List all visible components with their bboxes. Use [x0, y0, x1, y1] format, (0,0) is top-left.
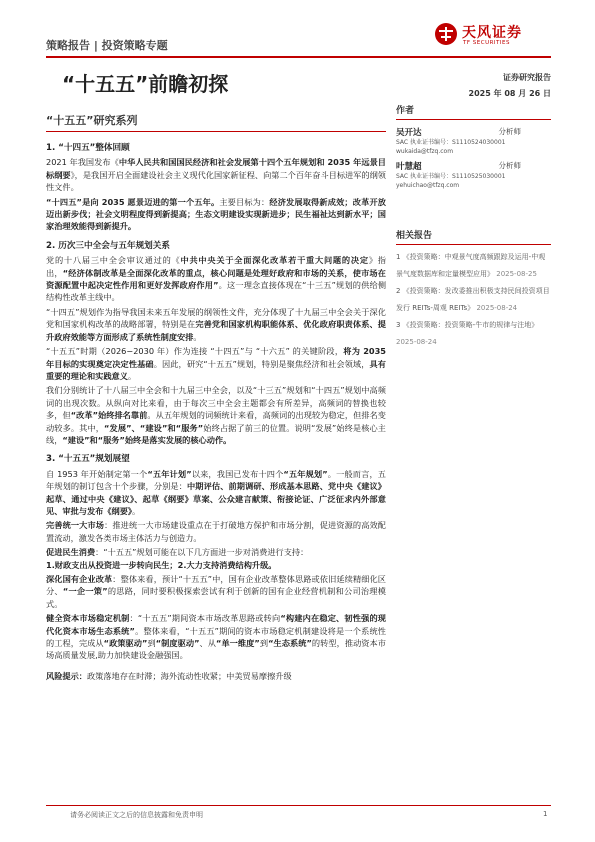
- section-heading: 3. “十五五”规划展望: [46, 454, 130, 465]
- paragraph: 我们分别统计了十八届三中全会和十九届三中全会，以及“十三五”规划和“十四五”规划中高频词的出现次数。从纵向对比来看，由于每次三中全会主题都会有所差异，高频词的替换也较多，但“改革”始终排名靠前。从五年规划的词频统计来看，高频词的出现较为稳定，但排名变动较多。其中，“发展”、“建设”和“服务”始终占据了前三的位置。说明“发展”始终是核心主线，“建设”和“服务”始终是落实发展的核心动作。: [46, 385, 386, 445]
- author-cert: SAC 执业证书编号：S1110524030001: [396, 139, 506, 146]
- author-cert: SAC 执业证书编号：S1110525030001: [396, 173, 506, 180]
- paragraph: 健全资本市场稳定机制：“十五五”期间资本市场改革思路或转向“构建内在稳定、韧性强的现代化资本市场生态系统”。整体来看，“十五五”期间的资本市场稳定机制建设将是一个系统性的工程，完成从“政策驱动”到“制度驱动”、从“单一维度”到“生态系统”的转型，推动资本市场高质量发展,助力加快建设金融强国。: [46, 613, 386, 661]
- related-reports-section: [396, 228, 551, 351]
- series-title: “十五五”研究系列: [46, 114, 138, 127]
- related-report-date: 2025-08-25: [496, 270, 537, 278]
- paragraph: 完善统一大市场：推进统一大市场建设重点在于打破地方保护和市场分割，促进资源的高效配置流动，激发各类市场主体活力与创造力。: [46, 520, 386, 543]
- series-divider: [46, 131, 386, 132]
- related-report-title[interactable]: 2 《投资策略：发改委推出积极支持民间投资项目发行 REITs-周观 REITs》: [396, 287, 550, 312]
- paragraph: “十四五”规划作为指导我国未来五年发展的纲领性文件，充分体现了十九届三中全会关于深化党和国家机构改革的战略部署，特别是在完善党和国家机构职能体系、优化政府职责体系、提升政府效能等方面形成了系统性制度安排。: [46, 306, 386, 342]
- paragraph: “十五五”时期（2026−2030 年）作为连接 “十四五”与 “十六五” 的关键阶段，将为 2035 年目标的实现奠定决定性基础。因此，研究“十五五”规划，特别是聚焦经济和社会领域，具有重要的理论和实践意义。: [46, 346, 386, 381]
- report-title: “十五五”前瞻初探: [62, 72, 229, 96]
- paragraph: 深化国有企业改革：整体来看，预计“十五五”中，国有企业改革整体思路或依旧延续精细化区分、“一企一策”的思路，同时要积极探索尝试有利于创新的国有企业经营机制和公司治理模式。: [46, 574, 386, 609]
- logo-subtext: TF SECURITIES: [463, 40, 510, 46]
- report-date: 2025 年 08 月 26 日: [468, 89, 551, 98]
- authors-section: [396, 103, 551, 190]
- header-divider: [46, 56, 551, 58]
- author-name: 叶慧超: [396, 162, 422, 172]
- risk-warning: 风险提示：政策落地存在时滞；海外流动性收紧；中美贸易摩擦升级: [46, 670, 292, 681]
- related-report-item[interactable]: [396, 317, 551, 351]
- related-report-item[interactable]: [396, 249, 551, 283]
- authors-divider: [396, 119, 551, 120]
- paragraph: 促进民生消费：“十五五”规划可能在以下几方面进一步对消费进行支持： 1.财政支出从投资进一步转向民生；2.大力支持消费结构升级。: [46, 547, 309, 570]
- author-role: 分析师: [498, 127, 521, 136]
- paragraph: “十四五”是向 2035 愿景迈进的第一个五年。主要目标为：经济发展取得新成效；改革开放迈出新步伐；社会文明程度得到新提高；生态文明建设实现新进步；民生福祉达到新水平；国家治理效能得到新提升。: [46, 196, 386, 232]
- authors-heading: 作者: [396, 106, 415, 116]
- section-heading: 2. 历次三中全会与五年规划关系: [46, 240, 170, 251]
- author-card: [396, 160, 551, 190]
- author-card: [396, 126, 551, 156]
- related-divider: [396, 244, 551, 245]
- paragraph: 党的十八届三中全会审议通过的《中共中央关于全面深化改革若干重大问题的决定》指出，“经济体制改革是全面深化改革的重点，核心问题是处理好政府和市场的关系，使市场在资源配置中起决定性作用和更好发挥政府作用”。这一理念直接体现在“十三五”规划的供给侧结构性改革主线中。: [46, 255, 387, 303]
- logo-icon: [434, 22, 458, 46]
- author-email[interactable]: wukaida@tfzq.com: [396, 148, 454, 155]
- related-heading: 相关报告: [396, 231, 433, 241]
- report-type: 证券研究报告: [503, 73, 551, 82]
- main-body: [46, 142, 386, 684]
- report-category: 策略报告 | 投资策略专题: [46, 39, 168, 52]
- footer-disclaimer: 请务必阅读正文之后的信息披露和免责申明: [70, 811, 203, 819]
- related-report-title[interactable]: 3 《投资策略：投资策略-牛市的规律与注地》: [396, 321, 539, 329]
- related-report-date: 2025-08-24: [396, 338, 437, 346]
- related-report-date: 2025-08-24: [476, 304, 518, 312]
- footer-divider: [46, 805, 551, 806]
- paragraph: 2021 年我国发布《中华人民共和国国民经济和社会发展第十四个五年规划和 2035 年远景目标纲要》，是我国开启全面建设社会主义现代化国家新征程、向第二个百年奋斗目标进军的纲领性文件。: [46, 157, 386, 193]
- author-email[interactable]: yehuichao@tfzq.com: [396, 182, 460, 189]
- page-number: 1: [543, 810, 548, 818]
- related-report-title[interactable]: 1 《投资策略：中观景气度高频跟踪及运用-中观景气度数据库和定量模型应用》: [396, 253, 546, 278]
- section-heading: 1. “十四五”整体回顾: [46, 143, 130, 153]
- author-role: 分析师: [498, 161, 521, 170]
- paragraph: 自 1953 年开始制定第一个“五年计划”以来，我国已发布十四个“五年规划”。一般而言，五年规划的制订包含十个步骤，分别是：中期评估、前期调研、形成基本思路、党中央《建议》起草、通过中央《建议》、起草《纲要》草案、公众建言献策、衔接论证、广泛征求内外部意见、审批与发布《纲要》。: [46, 468, 386, 516]
- logo-text: 天风证券: [462, 25, 522, 41]
- author-name: 吴开达: [396, 128, 422, 138]
- related-report-item[interactable]: [396, 283, 551, 317]
